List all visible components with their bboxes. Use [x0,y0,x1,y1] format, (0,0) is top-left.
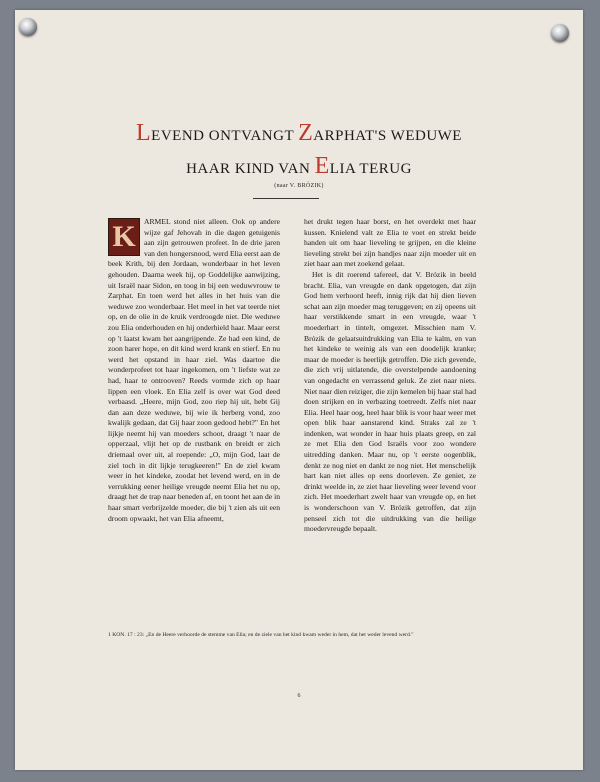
thumbtack-right [551,24,569,42]
title-divider [253,198,319,199]
paragraph: het drukt tegen haar borst, en het overdekt met haar kussen. Knielend valt ze Elia te voet en strekt beide handen uit om haar lieveling te grijpen, en die kleine lieveling strekt bei zijn handjes naar zijn moeder uit en ziet haar aan met zoekend gelaat. [304,217,476,269]
page-sheet [15,10,583,770]
title-text-1: EVEND ONTVANGT [151,128,299,144]
thumbtack-left [19,18,37,36]
text-column-right [304,217,476,535]
title-line-1 [15,118,583,151]
title-text-4: LIA TERUG [329,161,412,177]
title-text-3: HAAR KIND VAN [186,161,315,177]
title-line-2 [15,151,583,184]
text-column-left [108,217,280,524]
attribution: (naar V. BRÓZIK) [274,183,324,189]
paragraph: ARMEL stond niet alleen. Ook op andere wijze gaf Jehovah in die dagen getuigenis aan zijn getrouwen profeet. In de drie jaren van den hongersnood, werd Elia eerst aan de beek Krith, bij den Jordaan, wonderbaar in het leven gehouden. Daarna week hij, op Goddelijke aanwijzing, uit Israël naar Sidon, en toog in bij een weduwvrouw te Zarphat. En toen werd het alles in het huis van die weduwe zoo wonderbaar. Het meel in het vat teerde niet op, en de olie in de kruik verdroogde niet. Die weduwe zou Elia onderhouden en hij onderhield haar. Maar eerst op 't laatst kwam het aangrijpende. Ze had een kind, de zoon harer hope, en dit kind werd krank en stierf. En nu werd het opstand in haar ziel. Was daartoe die wonderprofeet tot haar ingekomen, om 't liefste wat ze had, haar te ontrooven? Reeds vormde zich op haar lippen een vloek. En Elia zelf is over wat God deed verbaasd. „Heere, mijn God, zoo riep hij uit, hebt Gij dan aan deze weduwe, bij wie ik herberg vond, zoo kwalijk gedaan, dat Gij haar zoon gedood hebt?" En het lijkje neemt hij van moeders schoot, draagt 't naar de opperzaal, vlijt het op de rustbank en breidt er zich driemaal over uit, al roepende: „O, mijn God, laat de ziel toch in dit lijkje terugkeeren!" En de ziel kwam weer in het kindeke, zoodat het levend werd, en in de verrukking eener heilige vreugde neemt Elia het nu op, draagt het de trap naar beneden af, en toont het aan de in haar smart verbrijzelde moeder, die bij 't zien als uit een droom opwaakt, het van Elia afneemt, [108,217,280,523]
title-cap-e: E [314,153,330,179]
scripture-footnote: 1 KON. 17 : 23: „En de Heere verhoorde de stemme van Elia; en de ziele van het kind kwam weder in hem, dat het weder levend werd." [108,632,414,638]
page-number: 6 [297,693,301,699]
title-cap-l: L [136,120,152,146]
illuminated-initial: K [108,218,140,256]
title-text-2: ARPHAT'S WEDUWE [313,128,462,144]
paragraph: Het is dit roerend tafereel, dat V. Brózik in beeld bracht. Elia, van vreugde en dank opgetogen, dat zijn God hem verhoord heeft, innig rijk dat hij dien lieven schat aan zijn moeder mag teruggeven; en zij opeens uit haar verstikkende smart in een vreugde, waar 't moederhart in tintelt, omgezet. Misschien nam V. Brózik de gelaatsuitdrukking van Elia te kalm, en van het kindeke te weinig als van een doodelijk kranke; maar de moeder is heerlijk getroffen. Die zich gevende, die zich vrij uitlatende, die overstelpende aandoening van ongedacht en verrassend geluk. Ze ziet naar niets. Niet naar dien reiziger, die zijn kemelen bij haar stal had doen strijken en in verbazing toetreedt. Zelfs niet naar Elia. Heel haar oog, heel haar blik is voor haar weer met open blik haar aanstarend kind. Straks zal ze 't indenken, wat wonder in haar huis plaats greep, en zal ze met Elia den God Israëls voor zoo wondere uitredding danken. Maar nu, op 't eerste oogenblik, denkt ze nog niet en dankt ze nog niet. Het menschelijk hart kan niet alles op eens doorleven. Ze geniet, ze drinkt weelde in, ze ziet haar lieveling weer levend voor zich. Het moederhart zwelt haar van vreugde op, en het is wonderschoon van V. Brózik getroffen, dat zijn penseel zich tot die uitdrukking van die heilige moedervreugde bepaalt. [304,269,476,534]
title-cap-z: Z [298,120,314,146]
page-title [15,118,583,184]
